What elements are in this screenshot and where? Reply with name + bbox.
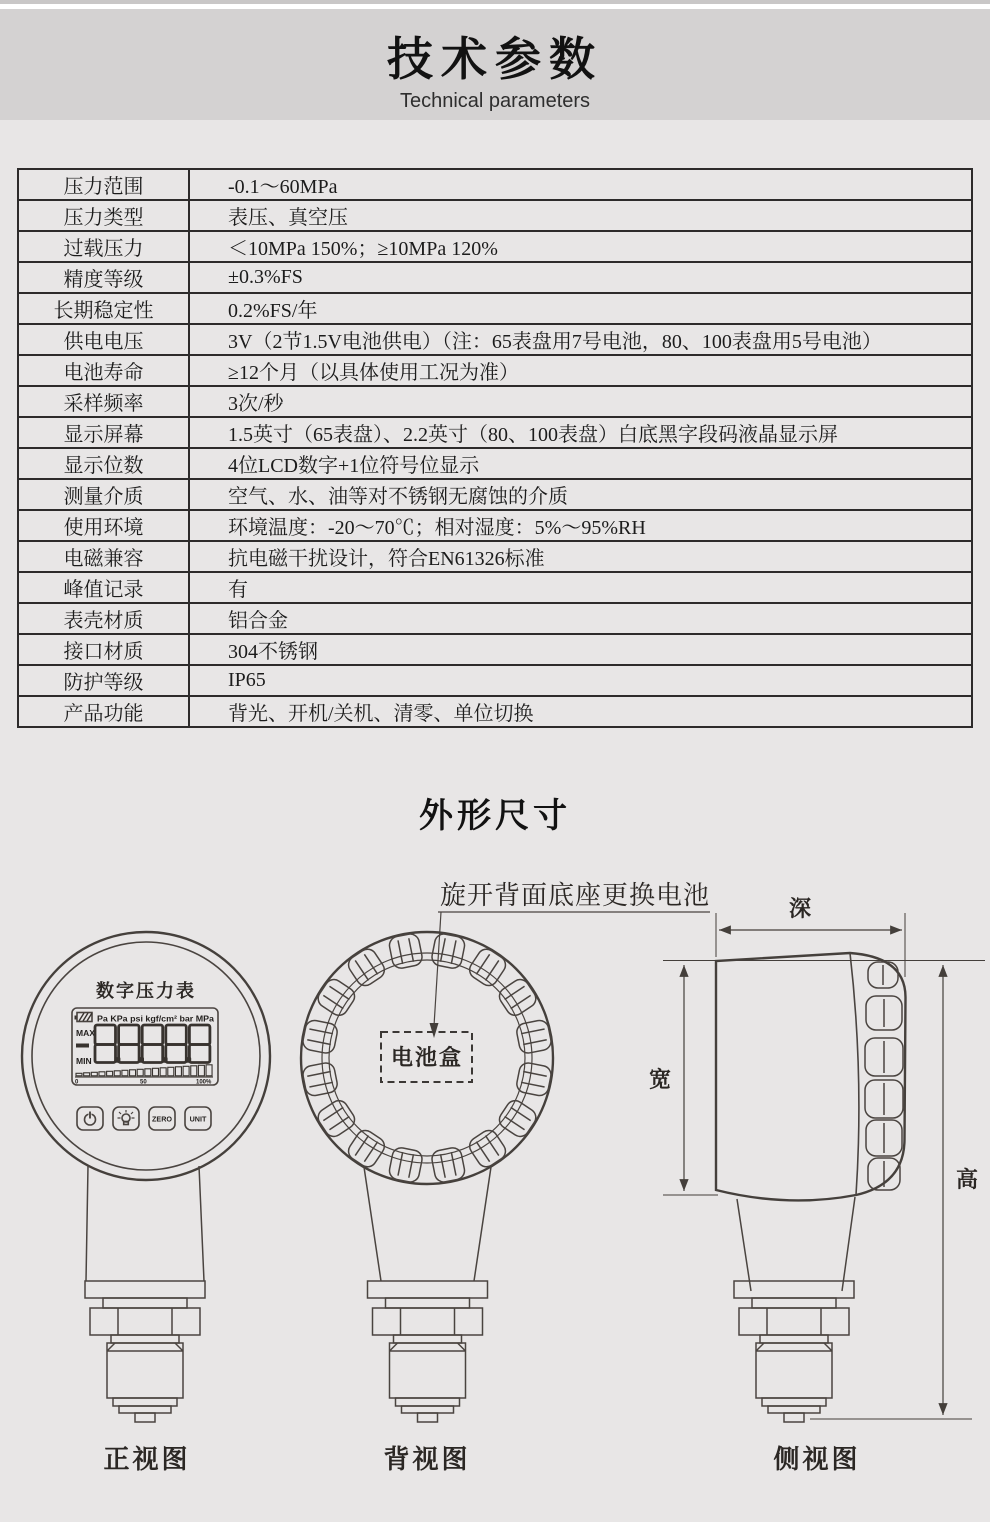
battery-icon [75,1013,93,1022]
page-title: 技术参数 [387,33,603,85]
lcd-min-label: MIN [76,1056,92,1066]
gauge-buttons [77,1107,211,1130]
spec-value: -0.1～60MPa [189,169,972,200]
bargraph-tick-50: 50 [140,1079,147,1086]
spec-value: 有 [189,572,972,603]
spec-label: 电磁兼容 [18,541,189,572]
spec-value: 3次/秒 [189,386,972,417]
depth-dim-label: 深 [788,896,812,921]
spec-label: 峰值记录 [18,572,189,603]
spec-label: 压力类型 [18,200,189,231]
spec-label: 电池寿命 [18,355,189,386]
spec-value: 304不锈钢 [189,634,972,665]
battery-leader-line [434,912,441,1026]
spec-value: ＜10MPa 150%；≥10MPa 120% [189,231,972,262]
backlight-icon [118,1110,135,1125]
front-view-caption: 正视图 [103,1445,191,1474]
battery-note-label: 旋开背面底座更换电池 [439,881,711,910]
side-neck [737,1197,855,1291]
spec-label: 显示位数 [18,448,189,479]
table-row [18,541,972,572]
bargraph-tick-100: 100% [196,1079,212,1086]
dimension-drawings [0,860,990,1522]
section-header [0,9,990,120]
height-dim-label: 高 [955,1167,979,1192]
lcd-max-label: MAX [76,1028,95,1038]
table-row [18,417,972,448]
spec-table [17,168,973,728]
spec-label: 表壳材质 [18,603,189,634]
power-icon [85,1112,96,1126]
spec-label: 接口材质 [18,634,189,665]
table-row [18,293,972,324]
page-subtitle: Technical parameters [399,90,591,112]
spec-label: 产品功能 [18,696,189,727]
lcd-digits [95,1025,210,1063]
table-row [18,386,972,417]
gauge-title: 数字压力表 [96,981,196,1001]
table-row [18,324,972,355]
spec-label: 长期稳定性 [18,293,189,324]
table-row [18,572,972,603]
spec-value: 铝合金 [189,603,972,634]
spec-value: 空气、水、油等对不锈钢无腐蚀的介质 [189,479,972,510]
side-view-caption: 侧视图 [773,1445,861,1474]
table-row [18,200,972,231]
side-view-drawing [649,896,985,1474]
table-row [18,355,972,386]
spec-value: 4位LCD数字+1位符号位显示 [189,448,972,479]
back-view-drawing [301,932,553,1474]
table-row [18,634,972,665]
spec-value: 1.5英寸（65表盘）、2.2英寸（80、100表盘）白底黑字段码液晶显示屏 [189,417,972,448]
front-neck [86,1166,204,1281]
table-row [18,510,972,541]
spec-table-body [18,169,972,727]
spec-label: 测量介质 [18,479,189,510]
spec-value: 表压、真空压 [189,200,972,231]
front-view-drawing [22,932,270,1474]
spec-value: 背光、开机/关机、清零、单位切换 [189,696,972,727]
side-ribs [865,962,903,1190]
table-row [18,169,972,200]
spec-label: 采样频率 [18,386,189,417]
back-view-caption: 背视图 [383,1445,471,1474]
side-stem [734,1281,854,1422]
spec-value: IP65 [189,665,972,696]
battery-leader-arrowhead [430,1023,439,1038]
spec-label: 压力范围 [18,169,189,200]
spec-value: 0.2%FS/年 [189,293,972,324]
gauge-outer-bezel [22,932,270,1180]
table-row [18,448,972,479]
table-row [18,696,972,727]
spec-label: 防护等级 [18,665,189,696]
spec-label: 供电电压 [18,324,189,355]
spec-value: ≥12个月（以具体使用工况为准） [189,355,972,386]
spec-value: ±0.3%FS [189,262,972,293]
lcd-bargraph [76,1065,212,1076]
front-stem [85,1281,205,1422]
spec-label: 过载压力 [18,231,189,262]
outline-dimensions-title: 外形尺寸 [419,797,571,835]
battery-box-label: 电池盒 [390,1045,464,1070]
unit-button-label: UNIT [189,1114,207,1124]
table-row [18,603,972,634]
width-dim-label: 宽 [648,1067,672,1092]
gauge-inner-bezel [32,942,260,1170]
zero-button-label: ZERO [152,1114,172,1124]
bargraph-tick-0: 0 [75,1079,79,1086]
spec-label: 精度等级 [18,262,189,293]
table-row [18,665,972,696]
spec-value: 抗电磁干扰设计，符合EN61326标准 [189,541,972,572]
table-row [18,262,972,293]
back-stem [368,1281,488,1422]
lcd-units-row: Pa KPa psi kgf/cm² bar MPa [97,1014,215,1024]
side-cap-divider [850,953,859,1195]
spec-label: 显示屏幕 [18,417,189,448]
table-row [18,231,972,262]
spec-value: 3V（2节1.5V电池供电）（注：65表盘用7号电池，80、100表盘用5号电池） [189,324,972,355]
spec-value: 环境温度：-20～70℃；相对湿度：5%～95%RH [189,510,972,541]
spec-label: 使用环境 [18,510,189,541]
lcd-minus-sign [76,1044,89,1048]
table-row [18,479,972,510]
